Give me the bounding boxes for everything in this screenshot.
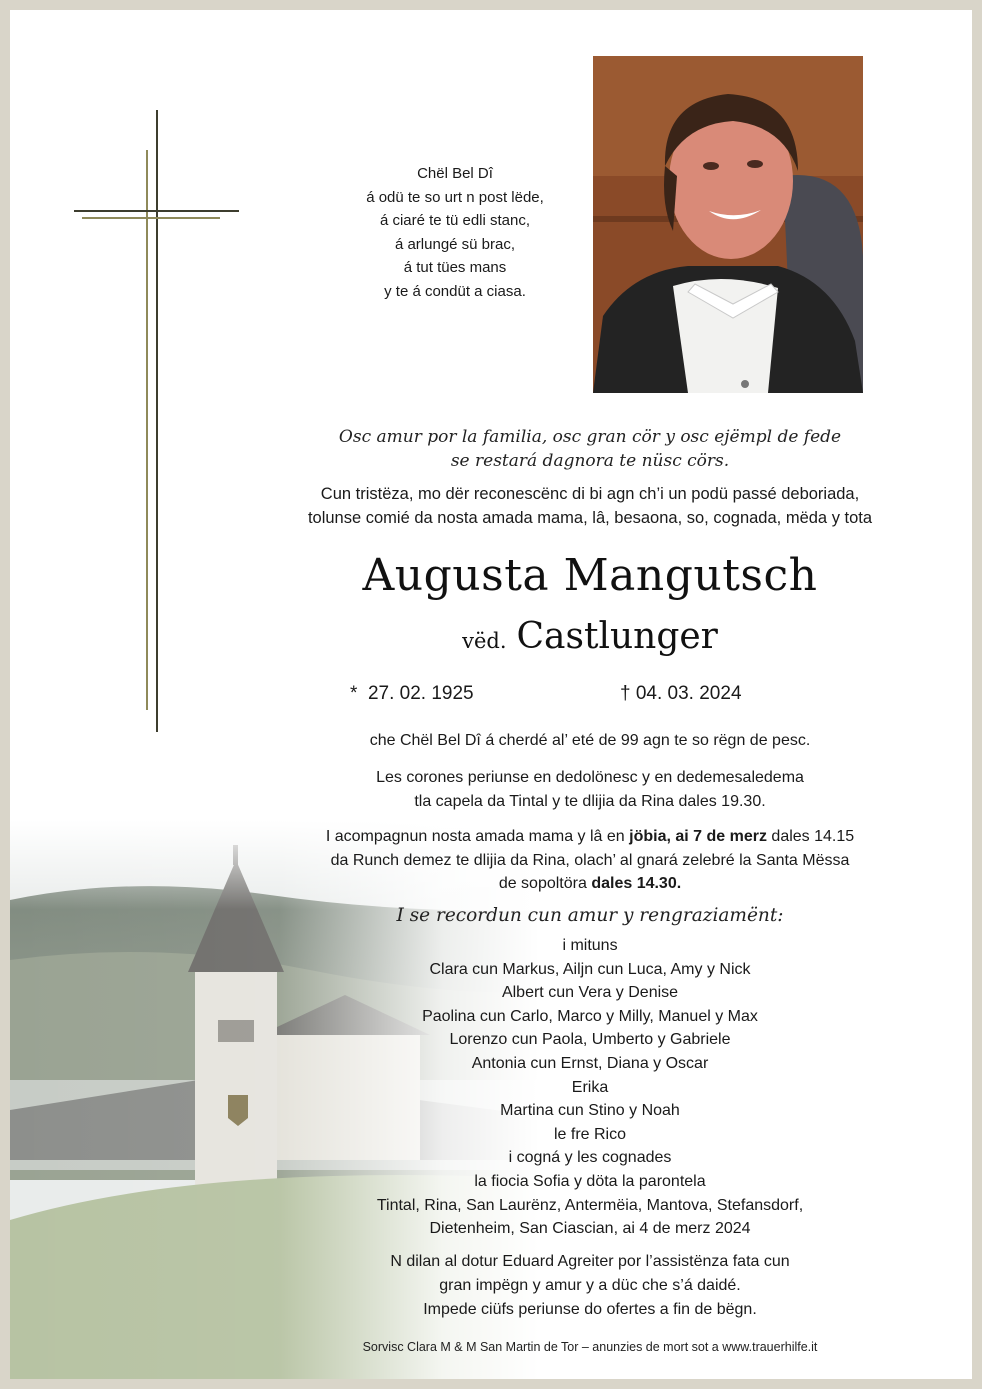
death-date: † 04. 03. 2024 <box>620 683 742 704</box>
funeral-info <box>220 825 960 896</box>
poem-line: á arlungé sü brac, <box>394 235 516 253</box>
birth-date: * 27. 02. 1925 <box>350 683 474 704</box>
list-item: Antonia cun Ernst, Diana y Oscar <box>471 1054 709 1072</box>
list-item: Tintal, Rina, San Laurënz, Antermëia, Mantova, Stefansdorf, <box>376 1196 804 1214</box>
age-statement: che Chël Bel Dî á cherdé al’ eté de 99 agn te so rëgn de pesc. <box>369 732 811 749</box>
closing-line: Impede ciüfs periunse do ofertes a fin de bëgn. <box>423 1301 757 1318</box>
closing-line: gran impëgn y amur y a düc che s’á daidé. <box>439 1277 741 1294</box>
list-item: Dietenheim, San Ciascian, ai 4 de merz 2024 <box>429 1220 751 1238</box>
funeral-line: da Runch demez te dlijia da Rina, olach’ al gnará zelebré la Santa Mëssa <box>330 851 850 869</box>
funeral-line: de sopoltöra dales 14.30. <box>498 875 682 892</box>
life-dates <box>10 683 972 709</box>
poem-line: á ciaré te tü edli stanc, <box>379 212 531 229</box>
list-item: la fiocia Sofia y döta la parontela <box>474 1172 706 1190</box>
list-item: Martina cun Stino y Noah <box>500 1102 680 1120</box>
mourners-list <box>220 934 960 1241</box>
deceased-maiden-name <box>220 616 960 657</box>
intro-line: Osc amur por la familia, osc gran cör y osc ejëmpl de fede <box>338 427 842 447</box>
cross-beam-shadow <box>82 217 220 219</box>
intro-line: Cun tristëza, mo dër reconescënc di bi agn ch’i un podü passé deboriada, <box>320 485 860 503</box>
death-cross-icon: † <box>620 683 631 704</box>
closing-note <box>220 1250 960 1322</box>
cross-icon <box>156 110 158 732</box>
poem-line: y te á condüt a ciasa. <box>384 282 526 300</box>
funeral-line: I acompagnun nosta amada mama y lâ en jöbia, ai 7 de merz dales 14.15 <box>325 828 855 845</box>
thanks-heading: I se recordun cun amur y rengraziamënt: <box>396 905 784 926</box>
list-item: i cogná y les cognades <box>508 1149 672 1167</box>
list-item: i mituns <box>562 937 618 954</box>
portrait-photo <box>593 56 863 393</box>
poem-line: á tut tües mans <box>403 259 507 276</box>
list-item: le fre Rico <box>553 1125 627 1143</box>
intro-line: tolunse comié da nosta amada mama, lâ, besaona, so, cognada, mëda y tota <box>307 508 873 527</box>
cross-beam <box>74 210 239 212</box>
intro-script <box>220 426 960 473</box>
list-item: Paolina cun Carlo, Marco y Milly, Manuel y Max <box>422 1007 758 1025</box>
closing-line: N dilan al dotur Eduard Agreiter por l’assistënza fata cun <box>390 1253 790 1270</box>
poem-line: Chël Bel Dî <box>417 165 493 182</box>
list-item: Lorenzo cun Paola, Umberto y Gabriele <box>449 1031 731 1049</box>
poem <box>290 162 620 303</box>
maiden-prefix: vëd. <box>462 629 507 653</box>
birth-star-icon: * <box>350 683 358 704</box>
intro-line: se restará dagnora te nüsc cörs. <box>450 450 730 471</box>
wake-line: tla capela da Tintal y te dlijia da Rina dales 19.30. <box>414 792 766 810</box>
list-item: Erika <box>571 1078 609 1096</box>
wake-line: Les corones periunse en dedolönesc y en dedemesaledema <box>376 769 804 786</box>
list-item: Clara cun Markus, Ailjn cun Luca, Amy y Nick <box>429 960 751 978</box>
deceased-name: Augusta Mangutsch <box>362 550 818 601</box>
cross-icon-shadow <box>146 150 148 710</box>
maiden-surname: Castlunger <box>516 616 718 657</box>
poem-line: á odü te so urt n post lëde, <box>366 188 544 206</box>
obituary-card <box>10 10 972 1379</box>
intro-text <box>220 483 960 530</box>
wake-info <box>220 766 960 813</box>
list-item: Albert cun Vera y Denise <box>501 984 679 1002</box>
footer-credit: Sorvisc Clara M & M San Martin de Tor – anunzies de mort sot a www.trauerhilfe.it <box>362 1340 818 1354</box>
